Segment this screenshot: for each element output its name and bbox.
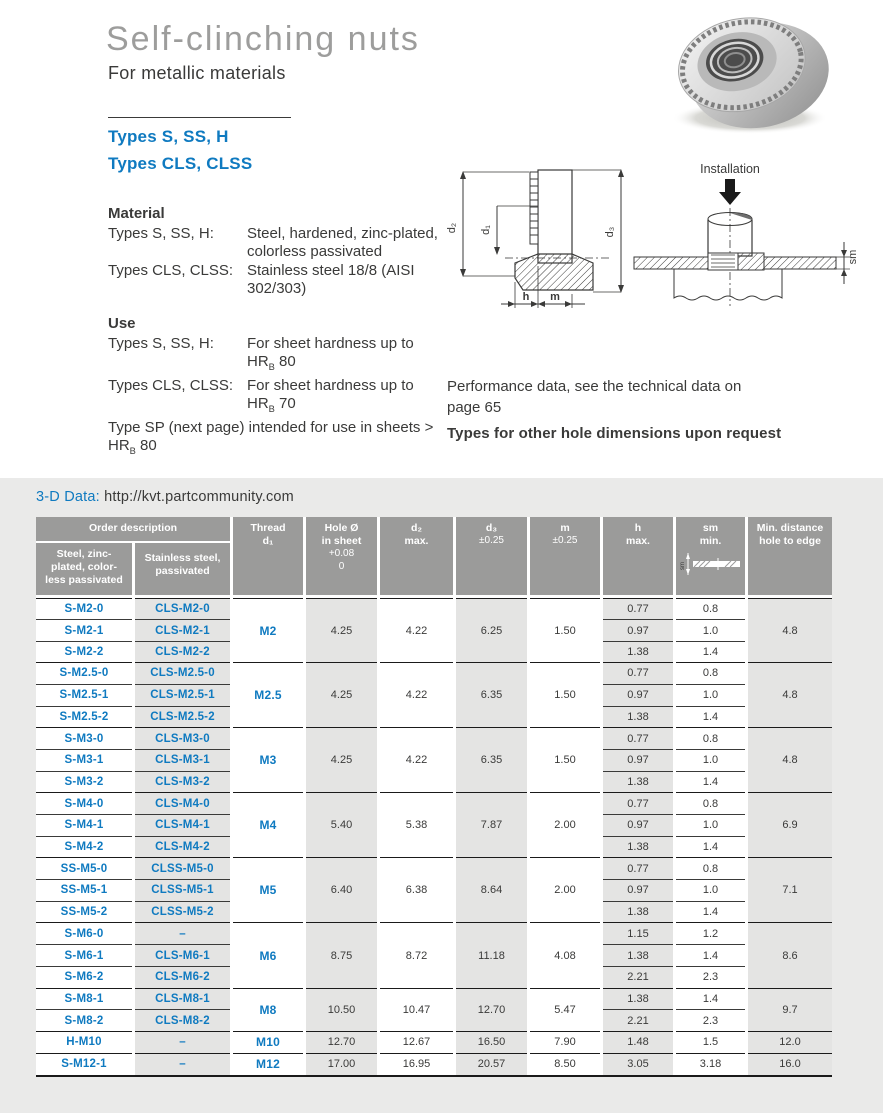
- cell-m: [530, 989, 600, 1032]
- d3-value: 20.57: [477, 1058, 506, 1071]
- stainless-value: CLS-M2.5-2: [135, 706, 230, 728]
- hole-value: 17.00: [327, 1058, 356, 1071]
- 3d-data-label: 3-D Data:: [36, 489, 100, 505]
- installation-label-text: Installation: [700, 162, 760, 176]
- cell-min_edge: [748, 858, 832, 923]
- header-steel-column: Steel, zinc- plated, color- less passivated: [36, 543, 132, 595]
- d3-value: 11.18: [478, 949, 505, 962]
- sm-value: 0.8: [702, 603, 719, 616]
- m-value: 8.50: [554, 1058, 576, 1071]
- stainless-value: CLS-M2-1: [135, 619, 230, 640]
- stainless-value: –: [179, 1036, 186, 1049]
- cell-steel: [36, 728, 132, 793]
- steel-value: SS-M5-0: [60, 862, 108, 875]
- cell-hole: [306, 1032, 377, 1054]
- steel-value: S-M2-2: [36, 641, 132, 662]
- steel-value: S-M2-0: [64, 603, 104, 616]
- hole-value: 8.75: [330, 949, 353, 962]
- cell-hole: [306, 793, 377, 858]
- cell-d3: [456, 663, 527, 728]
- h-value: 1.38: [603, 771, 673, 793]
- steel-value: S-M2.5-2: [36, 706, 132, 728]
- d2-value: 5.38: [405, 819, 428, 832]
- use-value: For sheet hardness up to $HR_B$ 80: [247, 334, 414, 372]
- use-row: [108, 335, 446, 377]
- cell-h: [603, 793, 673, 858]
- svg-text:d₂: d₂: [446, 222, 458, 234]
- table-group-M10: [36, 1032, 832, 1054]
- sm-value: 0.8: [702, 667, 719, 680]
- steel-value: S-M3-0: [64, 732, 104, 745]
- cell-stainless: [135, 858, 230, 923]
- header-sm-min: sm min. sm: [676, 517, 745, 595]
- header-stainless-column: Stainless steel, passivated: [135, 543, 230, 595]
- d3-value: 6.25: [480, 624, 503, 637]
- min_edge-value: 9.7: [782, 1003, 798, 1016]
- cell-d2: [380, 923, 453, 988]
- thread-value: M6: [259, 948, 277, 963]
- hole-value: 6.40: [330, 884, 353, 897]
- h-value: 0.97: [603, 619, 673, 640]
- sm-value: 1.0: [676, 879, 745, 901]
- cell-sm: [676, 989, 745, 1032]
- cell-d2: [380, 793, 453, 858]
- use-heading: Use: [108, 315, 136, 332]
- sm-value: 1.0: [676, 749, 745, 771]
- m-value: 2.00: [554, 884, 576, 897]
- page-title: Self-clinching nuts: [106, 20, 420, 58]
- stainless-value: –: [179, 1058, 186, 1071]
- cell-d3: [456, 728, 527, 793]
- header-hole-diameter: Hole Ø in sheet +0.08 0: [306, 517, 377, 595]
- sm-value: 0.8: [702, 732, 719, 745]
- cell-d3: [456, 793, 527, 858]
- cell-sm: [676, 663, 745, 728]
- min_edge-value: 8.6: [782, 949, 798, 962]
- min_edge-value: 4.8: [782, 689, 798, 702]
- steel-value: SS-M5-1: [36, 879, 132, 901]
- cell-stainless: [135, 793, 230, 858]
- cell-min_edge: [748, 793, 832, 858]
- divider-line: [108, 117, 291, 118]
- cell-thread: [233, 728, 303, 793]
- cell-h: [603, 598, 673, 663]
- stainless-value: CLS-M4-0: [155, 797, 210, 810]
- stainless-value: CLS-M3-2: [135, 771, 230, 793]
- thread-value: M10: [256, 1035, 280, 1050]
- d2-value: 8.72: [405, 949, 428, 962]
- page-subtitle: For metallic materials: [108, 63, 286, 83]
- cell-sm: [676, 793, 745, 858]
- thread-value: M3: [259, 753, 277, 768]
- table-header: [36, 517, 832, 595]
- table-group-M6: [36, 923, 832, 988]
- material-row: [108, 262, 446, 299]
- sm-value: 1.4: [676, 836, 745, 858]
- hole-value: 4.25: [330, 689, 353, 702]
- h-value: 2.21: [603, 966, 673, 988]
- use-label: Types CLS, CLSS:: [108, 376, 234, 394]
- svg-text:h: h: [522, 291, 530, 303]
- cell-thread: [233, 923, 303, 988]
- header-thread: Thread d₁: [233, 517, 303, 595]
- hole-value: 5.40: [330, 819, 353, 832]
- cell-min_edge: [748, 598, 832, 663]
- h-value: 2.21: [603, 1009, 673, 1031]
- steel-value: S-M4-2: [36, 836, 132, 858]
- d2-value: 6.38: [405, 884, 428, 897]
- cell-d2: [380, 1054, 453, 1076]
- cell-hole: [306, 923, 377, 988]
- cell-m: [530, 1032, 600, 1054]
- stainless-value: CLS-M2.5-0: [150, 667, 215, 680]
- header-h-max: h max.: [603, 517, 673, 595]
- sm-value: 0.8: [702, 797, 719, 810]
- steel-value: S-M8-2: [36, 1009, 132, 1031]
- material-value: Stainless steel 18/8 (AISI 302/303): [247, 261, 415, 297]
- cell-d3: [456, 598, 527, 663]
- sm-value: 2.3: [676, 1009, 745, 1031]
- steel-value: S-M3-2: [36, 771, 132, 793]
- sm-value: 1.4: [676, 706, 745, 728]
- cell-stainless: [135, 598, 230, 663]
- stainless-value: CLSS-M5-1: [135, 879, 230, 901]
- types-heading-1: Types S, SS, H: [108, 127, 229, 146]
- h-value: 0.97: [603, 684, 673, 706]
- material-heading: Material: [108, 205, 165, 222]
- hole-value: 4.25: [330, 754, 353, 767]
- dimension-table: [36, 517, 832, 1077]
- cell-thread: [233, 793, 303, 858]
- d3-value: 12.70: [477, 1003, 506, 1016]
- cell-hole: [306, 728, 377, 793]
- cell-steel: [36, 598, 132, 663]
- thread-value: M12: [256, 1057, 280, 1072]
- material-label: Types CLS, CLSS:: [108, 261, 234, 279]
- cell-stainless: [135, 1054, 230, 1076]
- sm-value: 1.4: [702, 992, 719, 1005]
- cell-stainless: [135, 923, 230, 988]
- m-value: 1.50: [554, 754, 576, 767]
- cell-hole: [306, 858, 377, 923]
- use-label: Types S, SS, H:: [108, 334, 214, 352]
- h-value: 1.38: [603, 901, 673, 923]
- steel-value: S-M2-1: [36, 619, 132, 640]
- svg-text:sm: sm: [847, 249, 859, 265]
- h-value: 1.38: [603, 836, 673, 858]
- cell-m: [530, 858, 600, 923]
- cell-m: [530, 598, 600, 663]
- sm-value: 1.4: [676, 771, 745, 793]
- sm-value: 1.4: [676, 901, 745, 923]
- d3-value: 7.87: [480, 819, 503, 832]
- d2-value: 4.22: [405, 624, 428, 637]
- min_edge-value: 16.0: [779, 1058, 801, 1071]
- cell-steel: [36, 923, 132, 988]
- performance-note: Performance data, see the technical data on page 65: [447, 378, 742, 416]
- stainless-value: CLS-M6-1: [135, 944, 230, 966]
- header-m: m ±0.25: [530, 517, 600, 595]
- steel-value: S-M3-1: [36, 749, 132, 771]
- m-value: 2.00: [554, 819, 576, 832]
- cell-d2: [380, 858, 453, 923]
- cell-stainless: [135, 1032, 230, 1054]
- m-value: 5.47: [554, 1003, 576, 1016]
- m-value: 7.90: [554, 1036, 576, 1049]
- header-order-description: Order description: [36, 517, 230, 541]
- thread-value: M8: [259, 1002, 277, 1017]
- sm-mini-diagram: [680, 551, 742, 577]
- steel-value: S-M6-2: [36, 966, 132, 988]
- stainless-value: CLS-M4-1: [135, 814, 230, 836]
- hole-value: 4.25: [330, 624, 353, 637]
- stainless-value: CLS-M3-0: [155, 732, 210, 745]
- thread-value: M5: [259, 883, 277, 898]
- table-group-M12: [36, 1054, 832, 1076]
- h-value: 0.97: [603, 879, 673, 901]
- m-value: 4.08: [554, 949, 576, 962]
- steel-value: S-M8-1: [64, 992, 104, 1005]
- header-d3: d₃ ±0.25: [456, 517, 527, 595]
- cell-h: [603, 728, 673, 793]
- stainless-value: CLS-M4-2: [135, 836, 230, 858]
- cell-m: [530, 793, 600, 858]
- min_edge-value: 7.1: [782, 884, 798, 897]
- types-heading-2: Types CLS, CLSS: [108, 154, 253, 173]
- h-value: 0.77: [627, 797, 649, 810]
- h-value: 1.38: [603, 944, 673, 966]
- cell-sm: [676, 598, 745, 663]
- table-group-M2: [36, 598, 832, 663]
- h-value: 1.38: [603, 641, 673, 662]
- cell-min_edge: [748, 1054, 832, 1076]
- d2-value: 4.22: [405, 689, 428, 702]
- table-group-M3: [36, 728, 832, 793]
- header-min-distance: Min. distance hole to edge: [748, 517, 832, 595]
- thread-value: M2: [259, 623, 277, 638]
- cell-d3: [456, 923, 527, 988]
- header-d2-max: d₂ max.: [380, 517, 453, 595]
- thread-value: M4: [259, 818, 277, 833]
- material-section: [108, 205, 446, 299]
- product-photo: [646, 8, 858, 140]
- m-value: 1.50: [554, 624, 576, 637]
- h-value: 0.77: [627, 667, 649, 680]
- sm-value: 1.2: [702, 927, 719, 940]
- hole-value: 10.50: [327, 1003, 356, 1016]
- cell-steel: [36, 989, 132, 1032]
- cell-thread: [233, 598, 303, 663]
- cell-m: [530, 728, 600, 793]
- 3d-data-url[interactable]: http://kvt.partcommunity.com: [104, 489, 294, 505]
- steel-value: S-M12-1: [61, 1058, 107, 1071]
- cell-steel: [36, 1032, 132, 1054]
- cell-min_edge: [748, 728, 832, 793]
- d2-value: 4.22: [405, 754, 428, 767]
- cell-d3: [456, 989, 527, 1032]
- cell-hole: [306, 598, 377, 663]
- cell-d2: [380, 728, 453, 793]
- sm-value: 1.0: [676, 619, 745, 640]
- svg-text:sm: sm: [679, 562, 686, 571]
- cell-thread: [233, 663, 303, 728]
- sm-value: 1.0: [676, 684, 745, 706]
- h-value: 1.15: [627, 927, 649, 940]
- cell-thread: [233, 1054, 303, 1076]
- cell-h: [603, 923, 673, 988]
- cell-sm: [676, 923, 745, 988]
- cell-sm: [676, 858, 745, 923]
- table-group-M5: [36, 858, 832, 923]
- d3-value: 6.35: [480, 689, 503, 702]
- d3-value: 8.64: [480, 884, 503, 897]
- cell-h: [603, 858, 673, 923]
- cell-sm: [676, 728, 745, 793]
- m-value: 1.50: [554, 689, 576, 702]
- table-group-M8: [36, 989, 832, 1032]
- cell-stainless: [135, 663, 230, 728]
- steel-value: S-M2.5-0: [59, 667, 109, 680]
- cell-m: [530, 663, 600, 728]
- cell-m: [530, 923, 600, 988]
- stainless-value: CLSS-M5-0: [151, 862, 214, 875]
- cell-sm: [676, 1032, 745, 1054]
- material-value: Steel, hardened, zinc-plated, colorless passivated: [247, 224, 438, 260]
- cell-d2: [380, 663, 453, 728]
- 3d-data-line: [36, 489, 294, 505]
- cell-d2: [380, 989, 453, 1032]
- use-section: [108, 315, 446, 461]
- cell-min_edge: [748, 1032, 832, 1054]
- svg-text:d₁: d₁: [480, 225, 492, 235]
- cell-h: [603, 989, 673, 1032]
- min_edge-value: 12.0: [779, 1036, 801, 1049]
- stainless-value: –: [179, 927, 186, 940]
- cell-thread: [233, 858, 303, 923]
- stainless-value: CLS-M3-1: [135, 749, 230, 771]
- svg-text:m: m: [550, 291, 560, 303]
- d2-value: 12.67: [402, 1036, 431, 1049]
- steel-value: S-M6-0: [64, 927, 104, 940]
- min_edge-value: 6.9: [782, 819, 798, 832]
- installation-diagram: [612, 158, 867, 313]
- cell-thread: [233, 989, 303, 1032]
- cell-h: [603, 1032, 673, 1054]
- cell-hole: [306, 663, 377, 728]
- cell-h: [603, 663, 673, 728]
- use-row: [108, 377, 446, 419]
- h-value: 1.48: [627, 1036, 649, 1049]
- cell-steel: [36, 858, 132, 923]
- sm-value: 1.4: [676, 641, 745, 662]
- steel-value: H-M10: [66, 1036, 102, 1049]
- steel-value: S-M4-0: [64, 797, 104, 810]
- stainless-value: CLSS-M5-2: [135, 901, 230, 923]
- cell-d3: [456, 1032, 527, 1054]
- stainless-value: CLS-M8-2: [135, 1009, 230, 1031]
- cell-hole: [306, 1054, 377, 1076]
- table-body: [36, 598, 832, 1075]
- sm-value: 2.3: [676, 966, 745, 988]
- h-value: 1.38: [603, 706, 673, 728]
- sm-value: 1.5: [702, 1036, 719, 1049]
- min_edge-value: 4.8: [782, 754, 798, 767]
- d3-value: 16.50: [477, 1036, 506, 1049]
- d2-value: 16.95: [402, 1058, 431, 1071]
- use-value: For sheet hardness up to $HR_B$ 70: [247, 376, 414, 414]
- cell-steel: [36, 793, 132, 858]
- stainless-value: CLS-M2-2: [135, 641, 230, 662]
- thread-value: M2.5: [254, 688, 282, 703]
- cell-sm: [676, 1054, 745, 1076]
- cell-h: [603, 1054, 673, 1076]
- stainless-value: CLS-M2-0: [155, 603, 210, 616]
- steel-value: S-M2.5-1: [36, 684, 132, 706]
- steel-value: SS-M5-2: [36, 901, 132, 923]
- table-group-M2.5: [36, 663, 832, 728]
- d3-value: 6.35: [480, 754, 503, 767]
- cell-min_edge: [748, 989, 832, 1032]
- cell-hole: [306, 989, 377, 1032]
- cell-stainless: [135, 989, 230, 1032]
- steel-value: S-M4-1: [36, 814, 132, 836]
- stainless-value: CLS-M2.5-1: [135, 684, 230, 706]
- svg-text:d₃: d₃: [604, 226, 616, 238]
- steel-value: S-M6-1: [36, 944, 132, 966]
- sm-value: 3.18: [699, 1058, 722, 1071]
- sm-value: 1.4: [676, 944, 745, 966]
- cell-d3: [456, 1054, 527, 1076]
- cell-steel: [36, 1054, 132, 1076]
- h-value: 1.38: [627, 992, 649, 1005]
- table-bottom-rule: [36, 1075, 832, 1077]
- cell-steel: [36, 663, 132, 728]
- h-value: 3.05: [627, 1058, 649, 1071]
- cell-min_edge: [748, 923, 832, 988]
- hole-value: 12.70: [327, 1036, 356, 1049]
- h-value: 0.77: [627, 732, 649, 745]
- min_edge-value: 4.8: [782, 624, 798, 637]
- h-value: 0.77: [627, 603, 649, 616]
- h-value: 0.77: [627, 862, 649, 875]
- sm-value: 0.8: [702, 862, 719, 875]
- sm-value: 1.0: [676, 814, 745, 836]
- stainless-value: CLS-M8-1: [155, 992, 210, 1005]
- cell-d3: [456, 858, 527, 923]
- cell-m: [530, 1054, 600, 1076]
- material-label: Types S, SS, H:: [108, 224, 214, 242]
- cell-min_edge: [748, 663, 832, 728]
- cell-d2: [380, 598, 453, 663]
- h-value: 0.97: [603, 749, 673, 771]
- material-row: [108, 225, 446, 262]
- h-value: 0.97: [603, 814, 673, 836]
- table-group-M4: [36, 793, 832, 858]
- cell-d2: [380, 1032, 453, 1054]
- other-types-note: Types for other hole dimensions upon request: [447, 425, 782, 442]
- sp-note: Type SP (next page) intended for use in sheets > $HR_B$ 80: [108, 418, 434, 456]
- stainless-value: CLS-M6-2: [135, 966, 230, 988]
- cell-thread: [233, 1032, 303, 1054]
- cell-stainless: [135, 728, 230, 793]
- d2-value: 10.47: [402, 1003, 431, 1016]
